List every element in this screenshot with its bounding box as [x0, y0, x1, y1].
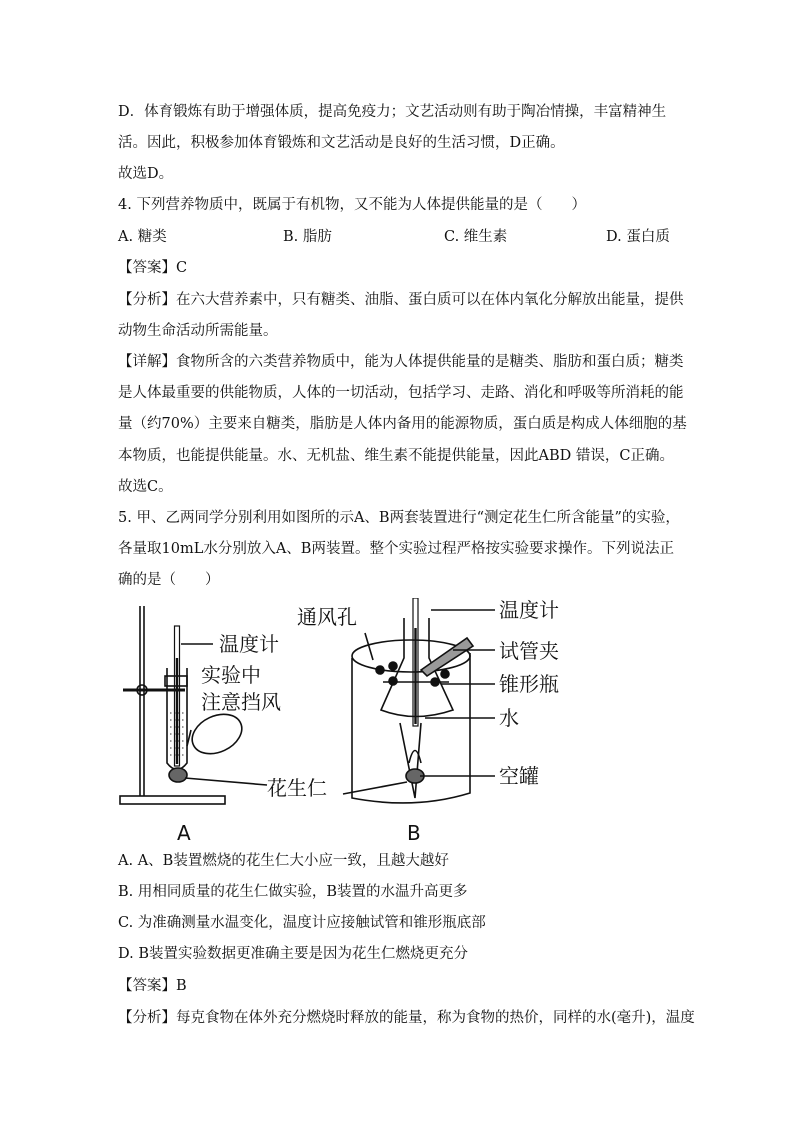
- q4-option-a: A. 糖类: [118, 229, 167, 245]
- label-flask: 锥形瓶: [499, 672, 559, 696]
- text-line: 故选C。: [118, 479, 173, 495]
- label-can: 空罐: [499, 764, 539, 788]
- label-b-thermometer: 温度计: [499, 598, 559, 622]
- label-vent: 通风孔: [297, 605, 357, 629]
- detail-text: 【详解】食物所含的六类营养物质中，能为人体提供能量的是糖类、脂肪和蛋白质；糖类: [118, 354, 684, 370]
- question-5: 各量取10mL水分别放入A、B两装置。整个实验过程严格按实验要求操作。下列说法正: [118, 541, 674, 557]
- detail-text: 量（约70%）主要来自糖类，脂肪是人体内备用的能源物质，蛋白质是构成人体细胞的基: [118, 416, 687, 432]
- text-line: D．体育锻炼有助于增强体质，提高免疫力；文艺活动则有助于陶冶情操，丰富精神生: [118, 104, 667, 120]
- question-5: 确的是（ ）: [118, 572, 220, 588]
- experiment-figure: [115, 598, 580, 848]
- q4-option-d: D. 蛋白质: [606, 229, 670, 245]
- label-apparatus-a: A: [177, 821, 191, 845]
- question-4: 4. 下列营养物质中，既属于有机物，又不能为人体提供能量的是（ ）: [118, 197, 586, 213]
- q5-option-c: C. 为准确测量水温变化，温度计应接触试管和锥形瓶底部: [118, 915, 486, 931]
- text-line: 故选D。: [118, 166, 174, 182]
- analysis-text: 【分析】每克食物在体外充分燃烧时释放的能量，称为食物的热价，同样的水(毫升)，温度: [118, 1010, 695, 1026]
- label-a-thermometer: 温度计: [219, 632, 279, 656]
- label-a-note-1: 实验中: [201, 663, 261, 687]
- answer-label: 【答案】B: [118, 978, 187, 994]
- analysis-text: 【分析】在六大营养素中，只有糖类、油脂、蛋白质可以在体内氧化分解放出能量，提供: [118, 292, 684, 308]
- analysis-text: 动物生命活动所需能量。: [118, 323, 278, 339]
- detail-text: 是人体最重要的供能物质，人体的一切活动，包括学习、走路、消化和呼吸等所消耗的能: [118, 385, 684, 401]
- label-water: 水: [499, 706, 519, 730]
- label-peanut: 花生仁: [267, 776, 327, 800]
- label-apparatus-b: B: [407, 821, 421, 845]
- answer-label: 【答案】C: [118, 260, 188, 276]
- q5-option-a: A. A、B装置燃烧的花生仁大小应一致，且越大越好: [118, 853, 449, 869]
- detail-text: 本物质，也能提供能量。水、无机盐、维生素不能提供能量，因此ABD 错误，C正确。: [118, 448, 674, 464]
- q4-option-c: C. 维生素: [444, 229, 508, 245]
- q5-option-d: D. B装置实验数据更准确主要是因为花生仁燃烧更充分: [118, 946, 468, 962]
- question-5: 5. 甲、乙两同学分别利用如图所的示A、B两套装置进行“测定花生仁所含能量”的实验，: [118, 510, 680, 526]
- label-a-note-2: 注意挡风: [201, 690, 281, 714]
- label-clamp: 试管夹: [499, 639, 559, 663]
- q5-option-b: B. 用相同质量的花生仁做实验，B装置的水温升高更多: [118, 884, 468, 900]
- q4-option-b: B. 脂肪: [283, 229, 332, 245]
- text-line: 活。因此，积极参加体育锻炼和文艺活动是良好的生活习惯，D正确。: [118, 135, 565, 151]
